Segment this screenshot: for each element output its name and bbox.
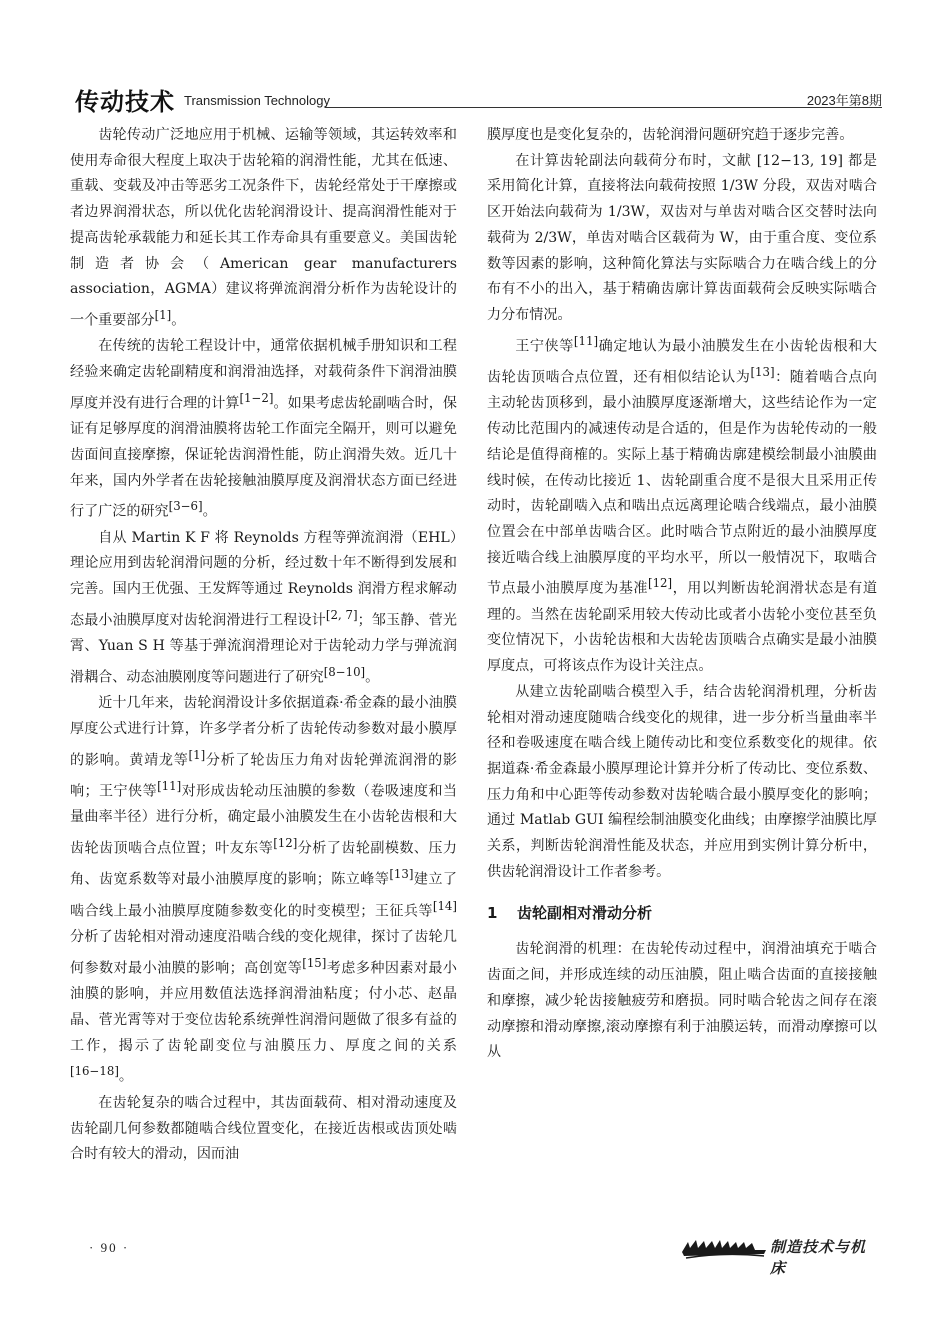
brand-name: 制造技术与机床 <box>770 1238 867 1277</box>
citation[interactable]: [13] <box>750 365 775 380</box>
citation[interactable]: [1] <box>154 307 172 322</box>
citation[interactable]: [12] <box>647 576 673 591</box>
running-header <box>75 80 882 114</box>
paragraph: 从建立齿轮副啮合模型入手，结合齿轮润滑机理，分析齿轮相对滑动速度随啮合线变化的规律，进一步分析当量曲率半径和卷吸速度在啮合线上随传动比和变位系数变化的规律。依据道森·希金森最小膜厚理论计算并分析了传动比、变位系数、压力角和中心距等传动参数对齿轮啮合最小膜厚变化的影响；通过 Matlab GUI 编程绘制油膜变化曲线；由摩擦学油膜比厚关系，判断齿轮润滑性能及状态，并应用到实例计算分析中，供齿轮润滑设计工作者参考。 <box>487 683 877 880</box>
citation[interactable]: [2, 7] <box>325 607 358 622</box>
paragraph: 在传统的齿轮工程设计中，通常依据机械手册知识和工程经验来确定齿轮副精度和润滑油选择，对载荷条件下润滑油膜厚度并没有进行合理的计算[1−2]。如果考虑齿轮副啮合时，保证有足够厚度的润滑油膜将齿轮工作面完全隔开，则可以避免齿面间直接摩擦，保证轮齿润滑性能，防止润滑失效。近几十年来，国内外学者在齿轮接触油膜厚度及润滑状态方面已经进行了广泛的研究[3−6]。 <box>70 338 458 520</box>
journal-title-cn: 传动技术 <box>75 88 175 116</box>
citation[interactable]: [15] <box>302 955 327 970</box>
left-column <box>70 123 457 1168</box>
section-title: 齿轮副相对滑动分析 <box>517 904 653 923</box>
issue-label: 2023年第8期 <box>806 93 882 108</box>
paragraph: 在计算齿轮副法向载荷分布时，文献 [12−13, 19] 都是采用简化计算，直接将法向载荷按照 1/3W 分段，双齿对啮合区开始法向载荷为 1/3W，双齿对与单齿对啮合区交替时法向载荷为 2/3W，单齿对啮合区载荷为 W，由于重合度、变位系数等因素的影响，这种简化算法与实际啮合力在啮合线上的分布有不小的出入，基于精确齿廓计算齿面载荷会反映实际啮合力分布情况。 <box>487 152 877 323</box>
citation[interactable]: [12] <box>273 836 298 851</box>
paragraph: 近十几年来，齿轮润滑设计多依据道森·希金森的最小油膜厚度公式进行计算，许多学者分析了齿轮传动参数对最小膜厚的影响。黄靖龙等[1]分析了轮齿压力角对齿轮弹流润滑的影响；王宁侠等[11]对形成齿轮动压油膜的参数（卷吸速度和当量曲率半径）进行分析，确定最小油膜发生在小齿轮齿根和大齿轮齿顶啮合点位置；叶友东等[12]分析了齿轮副模数、压力角、齿宽系数等对最小油膜厚度的影响；陈立峰等[13]建立了啮合线上最小油膜厚度随参数变化的时变模型；王征兵等[14]分析了齿轮相对滑动速度沿啮合线的变化规律，探讨了齿轮几何参数对最小油膜的影响；高创宽等[15]考虑多种因素对最小油膜的影响，并应用数值法选择润滑油粘度；付小芯、赵晶晶、菅光霄等对于变位齿轮系统弹性润滑问题做了很多有益的工作，揭示了齿轮副变位与油膜压力、厚度之间的关系[16−18]。 <box>70 695 458 1086</box>
citation[interactable]: [1−2] <box>239 390 274 405</box>
right-column <box>487 123 877 1066</box>
paragraph-continued: 膜厚度也是变化复杂的，齿轮润滑问题研究趋于逐步完善。 <box>487 127 854 143</box>
paragraph: 齿轮润滑的机理：在齿轮传动过程中，润滑油填充于啮合齿面之间，并形成连续的动压油膜，阻止啮合齿面的直接接触和摩擦，减少轮齿接触疲劳和磨损。同时啮合轮齿之间存在滚动摩擦和滑动摩擦,滚动摩擦有利于油膜运转，而滑动摩擦可以从 <box>487 941 877 1061</box>
section-heading <box>487 901 877 925</box>
citation[interactable]: [1] <box>188 747 206 762</box>
paragraph: 王宁侠等[11]确定地认为最小油膜发生在小齿轮齿根和大齿轮齿顶啮合点位置，还有相似结论认为[13]：随着啮合点向主动轮齿顶移到，最小油膜厚度逐渐增大，这些结论作为一定传动比范围内的减速传动是合适的，但是作为齿轮传动的一般结论是值得商榷的。实际上基于精确齿廓建模绘制最小油膜曲线时候，在传动比接近 1、齿轮副重合度不是很大且采用正传动时，齿轮副啮入点和啮出点远离理论啮合线端点，最小油膜位置会在中部单齿啮合区。此时啮合节点附近的最小油膜厚度接近啮合线上油膜厚度的平均水平，所以一般情况下，取啮合节点最小油膜厚度为基准[12]，用以判断齿轮润滑状态是有道理的。当然在齿轮副采用较大传动比或者小齿轮小变位甚至负变位情况下，小齿轮齿根和大齿轮齿顶啮合点确实是最小油膜厚度点，可将该点作为设计关注点。 <box>487 333 878 675</box>
section-number: 1 <box>487 904 498 923</box>
citation[interactable]: [14] <box>432 898 457 913</box>
citation[interactable]: [8−10] <box>323 664 366 679</box>
citation[interactable]: [13] <box>389 867 414 882</box>
footer-logo <box>680 1232 880 1277</box>
citation[interactable]: [16−18] <box>70 1064 119 1079</box>
header-rule <box>325 107 882 108</box>
citation[interactable]: [11] <box>157 779 182 793</box>
page-number: · 90 · <box>89 1240 130 1255</box>
paragraph: 齿轮传动广泛地应用于机械、运输等领域，其运转效率和使用寿命很大程度上取决于齿轮箱的润滑性能，尤其在低速、重载、变载及冲击等恶劣工况条件下，齿轮经常处于干摩擦或者边界润滑状态，所以优化齿轮润滑设计、提高润滑性能对于提高齿轮承载能力和延长其工作寿命具有重要意义。美国齿轮制造者协会（American gear manufacturers association，AGMA）建议将弹流润滑分析作为齿轮设计的一个重要部分[1]。 <box>70 127 457 329</box>
paragraph: 在齿轮复杂的啮合过程中，其齿面载荷、相对滑动速度及齿轮副几何参数都随啮合线位置变化，在接近齿根或齿顶处啮合时有较大的滑动，因而油 <box>70 1094 457 1163</box>
paragraph: 自从 Martin K F 将 Reynolds 方程等弹流润滑（EHL）理论应用到齿轮润滑问题的分析，经过数十年不断得到发展和完善。国内王优强、王发辉等通过 Reynolds 润滑方程求解动态最小油膜厚度对齿轮润滑进行工程设计[2, 7]；邹玉静、菅光霄、Yuan S H 等基于弹流润滑理论对于齿轮动力学与弹流润滑耦合、动态油膜刚度等问题进行了研究[8−10]。 <box>70 529 457 686</box>
citation[interactable]: [11] <box>573 333 599 348</box>
machine-logo-icon <box>680 1232 768 1262</box>
journal-title-en: Transmission Technology <box>184 93 330 108</box>
citation[interactable]: [3−6] <box>168 499 203 514</box>
